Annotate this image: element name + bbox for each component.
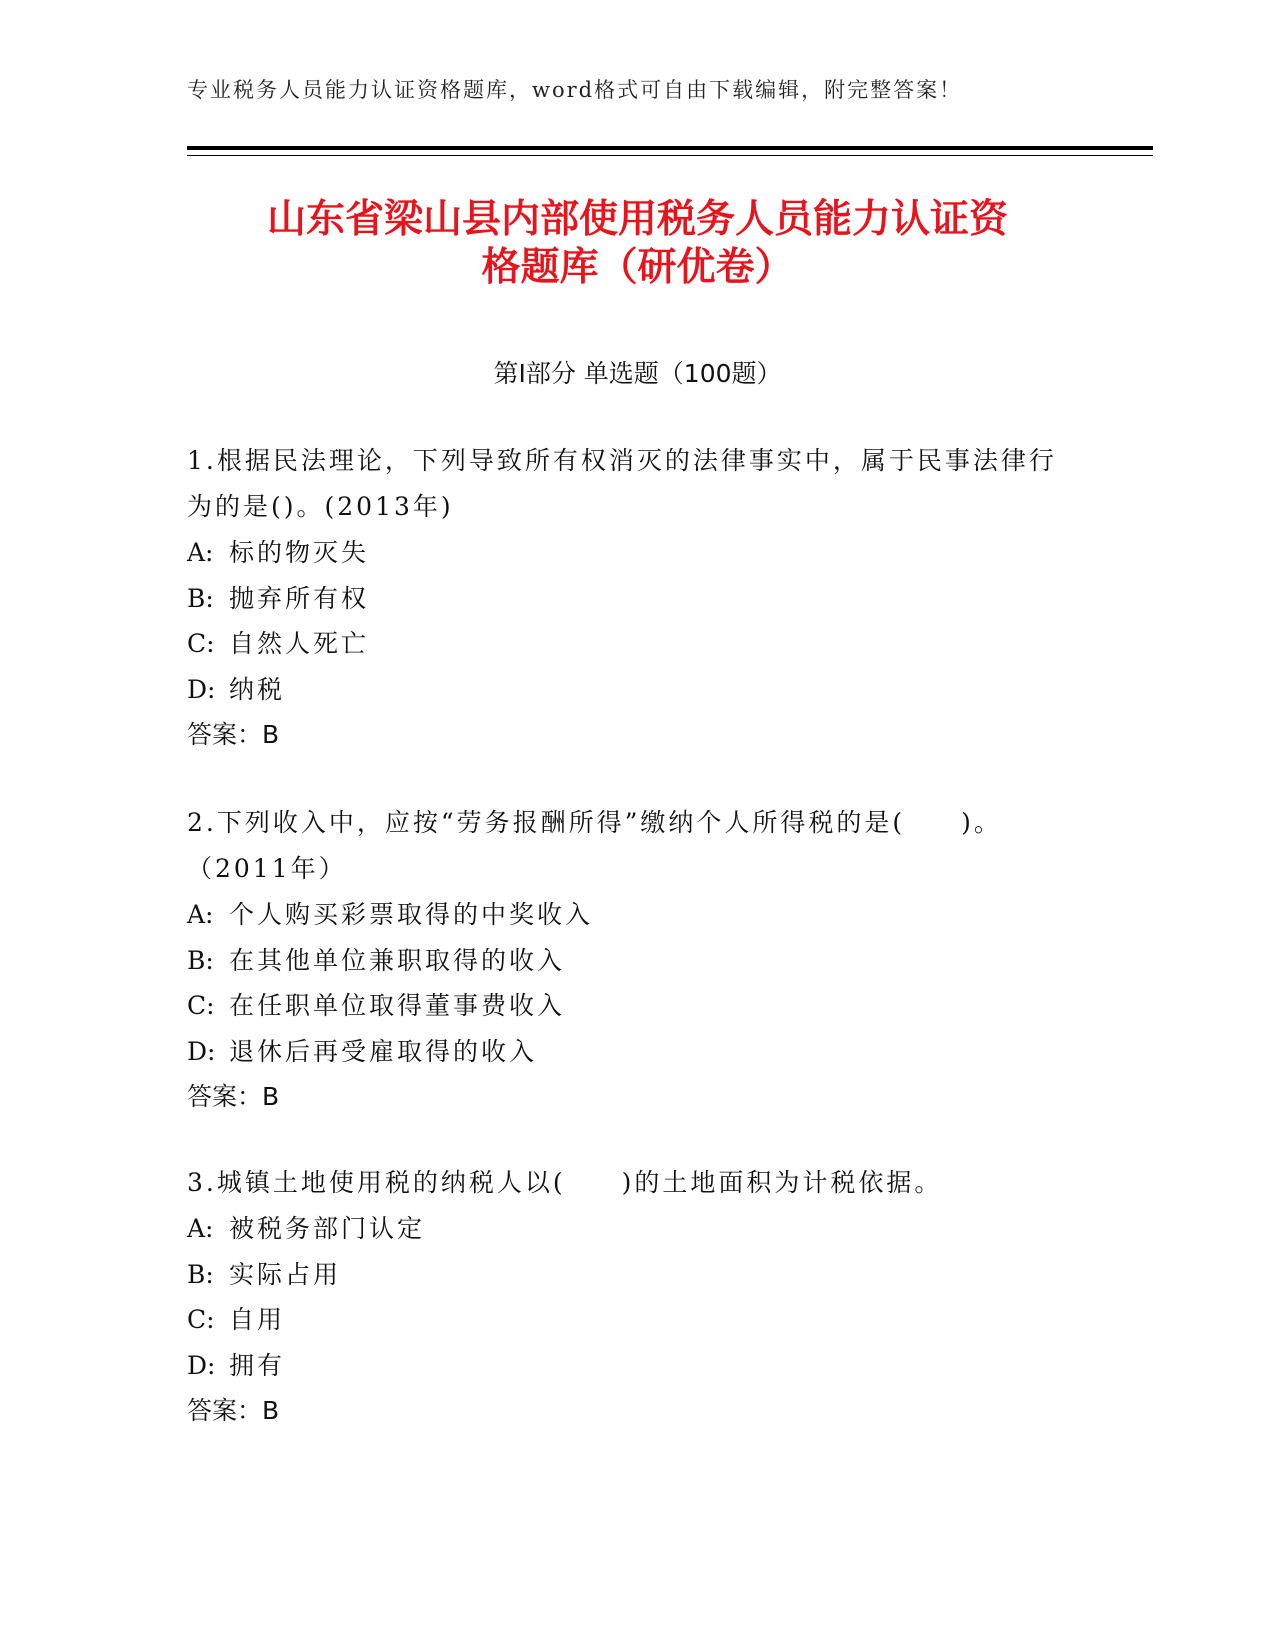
option-key: C: <box>187 991 215 1020</box>
option-a <box>187 892 1067 938</box>
option-key: C: <box>187 629 215 658</box>
option-text: 标的物灭失 <box>229 538 370 567</box>
answer-line <box>187 712 1067 757</box>
option-key: A: <box>187 538 214 567</box>
answer-label: 答案： <box>187 720 263 749</box>
header-rule-thin <box>187 155 1153 156</box>
option-key: D: <box>187 674 216 704</box>
answer-line <box>187 1074 1067 1119</box>
document-title-line-2: 格题库（研优卷） <box>481 245 794 290</box>
document-title <box>150 196 1125 292</box>
answer-line <box>187 1388 1067 1433</box>
option-a <box>187 1206 1067 1252</box>
option-key: D: <box>187 1350 216 1380</box>
option-text: 纳税 <box>229 674 286 704</box>
answer-value: B <box>262 1396 280 1425</box>
option-text: 在任职单位取得董事费收入 <box>229 991 566 1020</box>
option-text: 拥有 <box>229 1350 286 1380</box>
option-c <box>187 983 1067 1029</box>
question-3 <box>187 1160 1067 1433</box>
option-text: 退休后再受雇取得的收入 <box>229 1036 538 1066</box>
option-key: B: <box>187 1259 214 1289</box>
option-text: 在其他单位兼职取得的收入 <box>229 945 566 975</box>
option-text: 实际占用 <box>229 1259 342 1289</box>
option-text: 自用 <box>229 1305 286 1334</box>
option-b <box>187 576 1067 622</box>
option-b <box>187 1252 1067 1298</box>
header-note: 专业税务人员能力认证资格题库，word格式可自由下载编辑，附完整答案！ <box>187 78 963 102</box>
header-rule-thick <box>187 146 1153 150</box>
answer-label: 答案： <box>187 1396 263 1425</box>
option-d <box>187 1343 1067 1389</box>
option-key: B: <box>187 945 214 975</box>
option-key: A: <box>187 1214 214 1243</box>
option-key: C: <box>187 1305 215 1334</box>
answer-label: 答案： <box>187 1082 263 1111</box>
option-d <box>187 667 1067 713</box>
option-text: 自然人死亡 <box>229 629 370 658</box>
answer-value: B <box>262 720 280 749</box>
option-text: 抛弃所有权 <box>229 583 370 613</box>
option-key: A: <box>187 900 214 929</box>
question-stem: 2.下列收入中，应按“劳务报酬所得”缴纳个人所得税的是( )。（2011年） <box>187 808 1002 883</box>
option-key: B: <box>187 583 214 613</box>
option-text: 被税务部门认定 <box>229 1214 426 1243</box>
option-b <box>187 938 1067 984</box>
option-key: D: <box>187 1036 216 1066</box>
question-stem: 3.城镇土地使用税的纳税人以( )的土地面积为计税依据。 <box>187 1168 943 1197</box>
document-title-line-1: 山东省梁山县内部使用税务人员能力认证资 <box>266 197 1008 242</box>
option-d <box>187 1029 1067 1075</box>
option-a <box>187 530 1067 576</box>
question-1 <box>187 438 1067 757</box>
option-c <box>187 621 1067 667</box>
question-2 <box>187 800 1067 1119</box>
option-c <box>187 1297 1067 1343</box>
question-stem: 1.根据民法理论，下列导致所有权消灭的法律事实中，属于民事法律行为的是()。(2013年) <box>187 446 1057 521</box>
answer-value: B <box>262 1082 280 1111</box>
option-text: 个人购买彩票取得的中奖收入 <box>229 900 594 929</box>
section-title: 第Ⅰ部分 单选题（100题） <box>493 359 782 388</box>
